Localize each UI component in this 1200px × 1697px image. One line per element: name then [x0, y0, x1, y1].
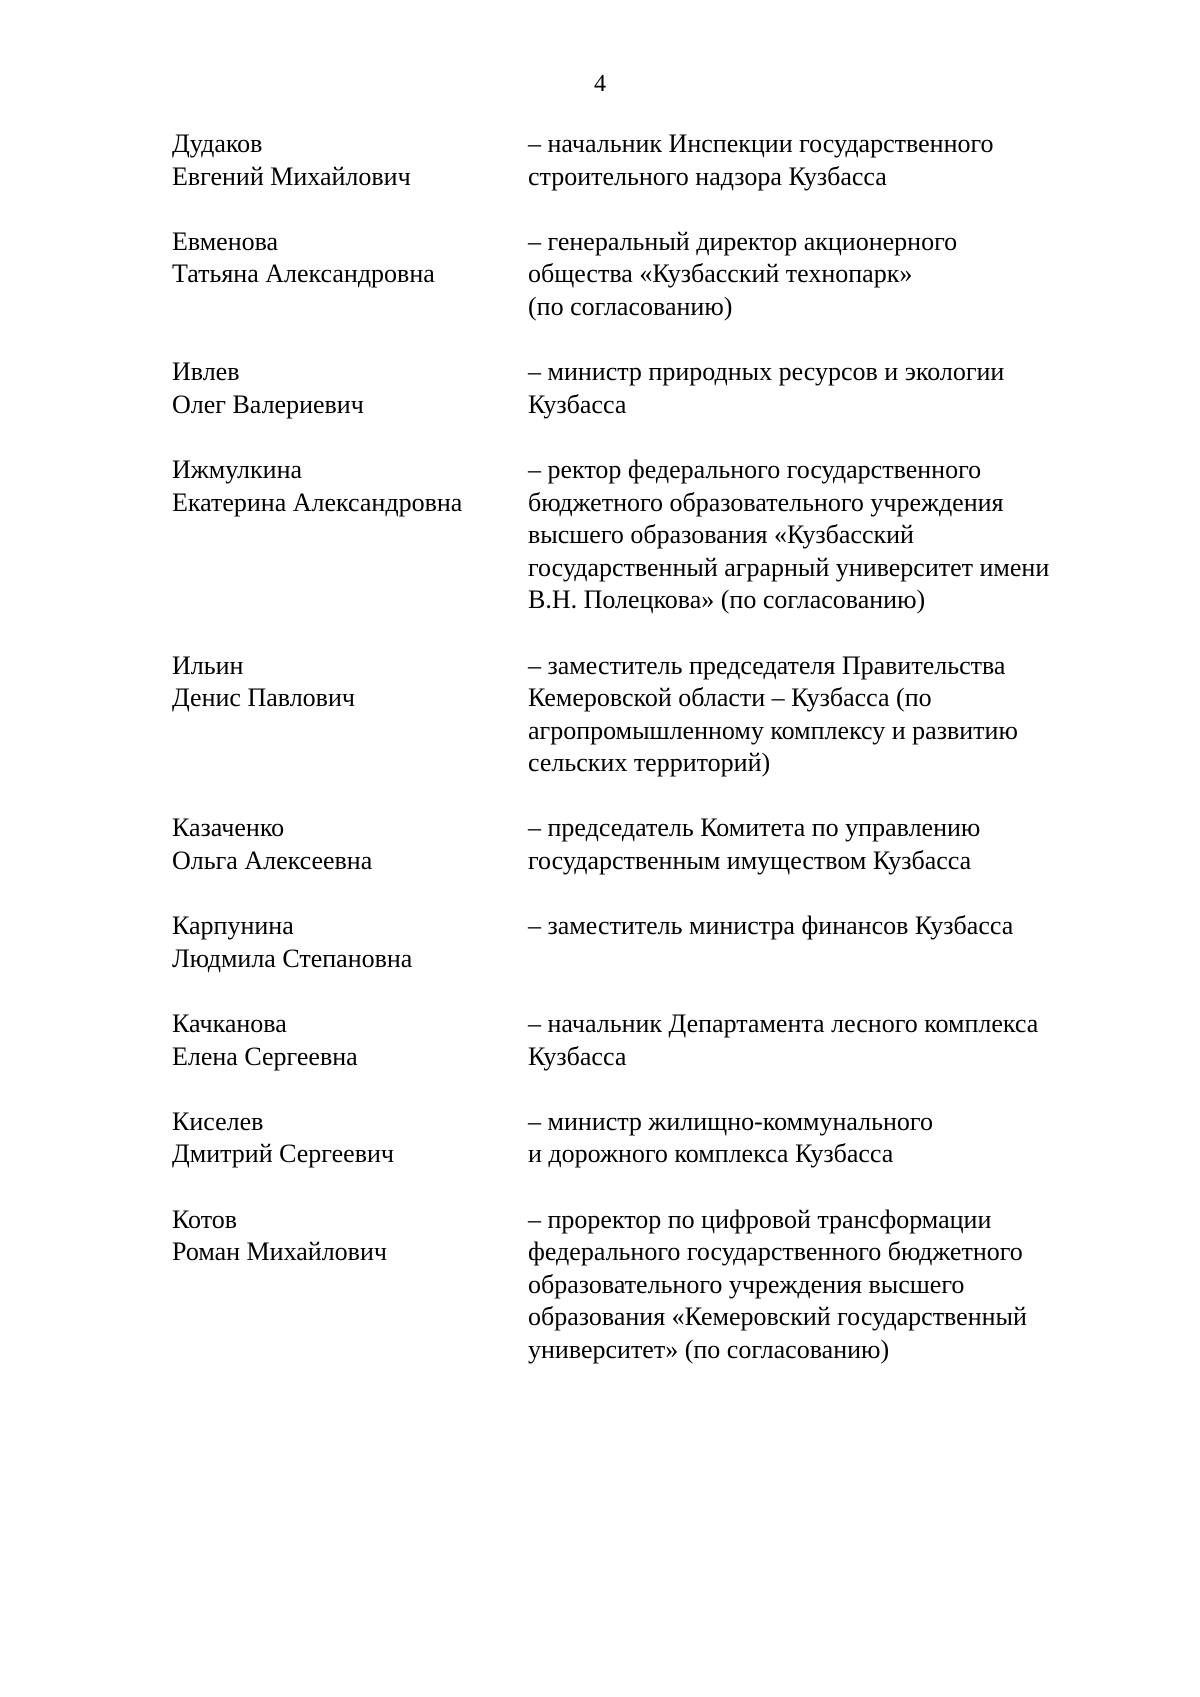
member-surname: Дудаков — [172, 129, 263, 158]
member-role-line: высшего образования «Кузбасский — [528, 520, 914, 550]
member-role — [528, 128, 1102, 193]
member-role-line: В.Н. Полецкова» (по согласованию) — [528, 585, 926, 615]
member-surname: Карпунина — [172, 911, 294, 941]
member-role-line: федерального государственного бюджетного — [528, 1237, 1023, 1267]
member-role-line: Кемеровской области – Кузбасса (по — [528, 683, 932, 713]
member-role — [528, 1204, 1102, 1367]
member-given-names: Ольга Алексеевна — [172, 846, 373, 876]
member-role-line: университет» (по согласованию) — [528, 1334, 890, 1364]
member-entry — [172, 650, 1102, 780]
member-role-line: (по согласованию) — [528, 291, 733, 321]
member-role — [528, 454, 1102, 617]
member-name — [172, 128, 528, 193]
member-role-line: – министр природных ресурсов и экологии — [528, 357, 1005, 387]
member-role-line: – начальник Инспекции государственного — [528, 129, 994, 158]
member-entry — [172, 356, 1102, 421]
member-surname: Казаченко — [172, 813, 285, 843]
member-surname: Киселев — [172, 1106, 264, 1136]
member-role — [528, 356, 1102, 421]
member-entry — [172, 812, 1102, 877]
member-entry — [172, 910, 1102, 975]
member-role — [528, 226, 1102, 324]
member-surname: Ильин — [172, 650, 244, 680]
member-surname: Качканова — [172, 1009, 287, 1039]
member-list — [172, 128, 1102, 1367]
member-given-names: Олег Валериевич — [172, 389, 364, 419]
member-given-names: Роман Михайлович — [172, 1237, 387, 1267]
member-surname: Ижмулкина — [172, 454, 303, 484]
member-name — [172, 226, 528, 291]
member-role-line: Кузбасса — [528, 1041, 627, 1071]
member-role-line: Кузбасса — [528, 389, 627, 419]
member-role-line: строительного надзора Кузбасса — [528, 161, 887, 191]
member-role-line: общества «Кузбасский технопарк» — [528, 259, 913, 289]
member-role-line: сельских территорий) — [528, 748, 771, 778]
member-role — [528, 1008, 1102, 1073]
member-role-line: и дорожного комплекса Кузбасса — [528, 1139, 894, 1169]
member-role-line: государственным имуществом Кузбасса — [528, 846, 972, 876]
member-role-line: – заместитель министра финансов Кузбасса — [528, 911, 1014, 941]
member-name — [172, 1008, 528, 1073]
member-given-names: Татьяна Александровна — [172, 259, 435, 289]
member-name — [172, 650, 528, 715]
member-role-line: – начальник Департамента лесного комплекса — [528, 1009, 1039, 1039]
member-given-names: Елена Сергеевна — [172, 1041, 358, 1071]
member-entry — [172, 454, 1102, 617]
page-number: 4 — [594, 71, 606, 97]
member-role-line: – ректор федерального государственного — [528, 454, 982, 484]
member-role — [528, 650, 1102, 780]
member-name — [172, 1204, 528, 1269]
member-entry — [172, 1204, 1102, 1367]
member-surname: Котов — [172, 1204, 237, 1234]
member-role-line: агропромышленному комплексу и развитию — [528, 715, 1018, 745]
member-given-names: Евгений Михайлович — [172, 161, 411, 191]
member-role-line: образования «Кемеровский государственный — [528, 1302, 1027, 1332]
member-surname: Ивлев — [172, 357, 240, 387]
member-role — [528, 812, 1102, 877]
member-role — [528, 1106, 1102, 1171]
member-role — [528, 910, 1102, 943]
member-role-line: – заместитель председателя Правительства — [528, 650, 1006, 680]
member-given-names: Денис Павлович — [172, 683, 355, 713]
member-role-line: бюджетного образовательного учреждения — [528, 487, 1004, 517]
member-name — [172, 910, 528, 975]
member-name — [172, 454, 528, 519]
member-name — [172, 356, 528, 421]
member-role-line: государственный аграрный университет имени — [528, 552, 1050, 582]
member-name — [172, 812, 528, 877]
member-surname: Евменова — [172, 226, 279, 256]
member-name — [172, 1106, 528, 1171]
member-given-names: Дмитрий Сергеевич — [172, 1139, 394, 1169]
member-given-names: Людмила Степановна — [172, 943, 413, 973]
member-given-names: Екатерина Александровна — [172, 487, 463, 517]
member-role-line: – председатель Комитета по управлению — [528, 813, 981, 843]
member-role-line: образовательного учреждения высшего — [528, 1269, 965, 1299]
member-entry — [172, 1008, 1102, 1073]
member-entry — [172, 1106, 1102, 1171]
member-role-line: – министр жилищно-коммунального — [528, 1106, 933, 1136]
member-role-line: – проректор по цифровой трансформации — [528, 1204, 992, 1234]
member-role-line: – генеральный директор акционерного — [528, 226, 958, 256]
member-entry — [172, 226, 1102, 324]
member-entry — [172, 128, 1102, 193]
